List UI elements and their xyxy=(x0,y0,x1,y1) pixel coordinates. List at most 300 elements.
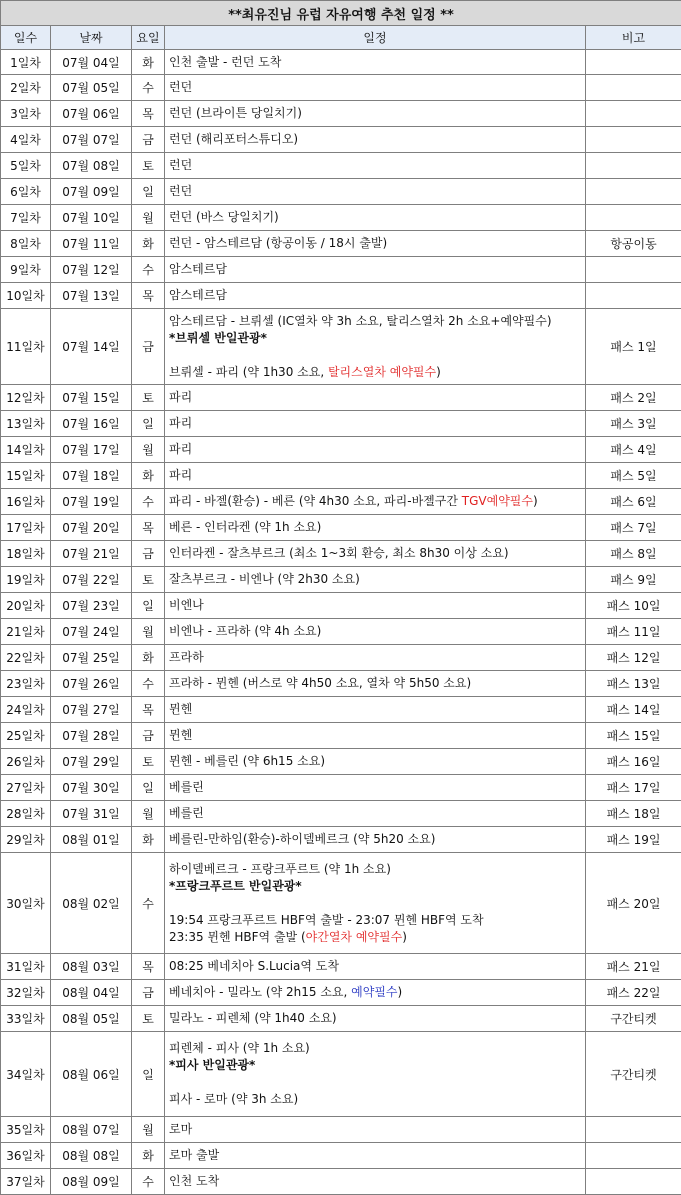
header-row xyxy=(1,26,681,50)
weekday-cell: 금 xyxy=(132,980,165,1006)
date-cell: 07월 29일 xyxy=(51,749,132,775)
schedule-line xyxy=(169,779,581,796)
date-cell: 07월 12일 xyxy=(51,257,132,283)
weekday-cell: 화 xyxy=(132,463,165,489)
schedule-text: 비엔나 xyxy=(169,598,204,612)
day-cell: 2일차 xyxy=(1,75,51,101)
day-cell: 37일차 xyxy=(1,1169,51,1195)
day-cell: 6일차 xyxy=(1,179,51,205)
schedule-line xyxy=(169,571,581,588)
day-cell: 28일차 xyxy=(1,801,51,827)
weekday-cell: 목 xyxy=(132,515,165,541)
date-cell: 07월 20일 xyxy=(51,515,132,541)
schedule-line xyxy=(169,287,581,304)
schedule-text: 밀라노 - 피렌체 (약 1h40 소요) xyxy=(169,1011,337,1025)
date-cell: 08월 05일 xyxy=(51,1006,132,1032)
schedule-line xyxy=(169,183,581,200)
schedule-line xyxy=(169,753,581,770)
schedule-text: 인터라켄 - 잘츠부르크 (최소 1~3회 환승, 최소 8h30 이상 소요) xyxy=(169,546,509,560)
note-cell xyxy=(586,205,681,231)
schedule-text: 런던 xyxy=(169,184,192,198)
note-cell xyxy=(586,101,681,127)
schedule-cell xyxy=(165,954,586,980)
date-cell: 07월 13일 xyxy=(51,283,132,309)
schedule-text: 로마 출발 xyxy=(169,1148,219,1162)
reservation-note: 탈리스열차 예약필수 xyxy=(328,365,436,379)
day-cell: 26일차 xyxy=(1,749,51,775)
note-cell xyxy=(586,1143,681,1169)
weekday-cell: 화 xyxy=(132,1143,165,1169)
schedule-line xyxy=(169,1074,581,1091)
schedule-line xyxy=(169,1010,581,1027)
schedule-text: ) xyxy=(436,365,441,379)
weekday-cell: 금 xyxy=(132,127,165,153)
schedule-text: 파리 xyxy=(169,416,192,430)
schedule-cell xyxy=(165,619,586,645)
schedule-cell xyxy=(165,489,586,515)
date-cell: 07월 24일 xyxy=(51,619,132,645)
itinerary-rows xyxy=(1,50,681,1195)
weekday-cell: 토 xyxy=(132,385,165,411)
day-cell: 5일차 xyxy=(1,153,51,179)
schedule-text: 런던 (브라이튼 당일치기) xyxy=(169,106,302,120)
date-cell: 07월 21일 xyxy=(51,541,132,567)
table-row xyxy=(1,645,681,671)
note-cell: 패스 21일 xyxy=(586,954,681,980)
weekday-cell: 화 xyxy=(132,50,165,75)
schedule-text: ) xyxy=(398,985,403,999)
weekday-cell: 일 xyxy=(132,1032,165,1117)
schedule-text: 암스테르담 xyxy=(169,262,227,276)
weekday-cell: 월 xyxy=(132,437,165,463)
table-row xyxy=(1,283,681,309)
day-cell: 20일차 xyxy=(1,593,51,619)
day-cell: 7일차 xyxy=(1,205,51,231)
day-cell: 8일차 xyxy=(1,231,51,257)
note-cell: 패스 17일 xyxy=(586,775,681,801)
reservation-note: 야간열차 예약필수 xyxy=(306,930,403,944)
weekday-cell: 금 xyxy=(132,541,165,567)
day-cell: 13일차 xyxy=(1,411,51,437)
day-cell: 32일차 xyxy=(1,980,51,1006)
note-cell: 패스 1일 xyxy=(586,309,681,385)
date-cell: 07월 14일 xyxy=(51,309,132,385)
schedule-text: 암스테르담 - 브뤼셀 (IC열차 약 3h 소요, 탈리스열차 2h 소요+예약필수) xyxy=(169,314,552,328)
table-row xyxy=(1,411,681,437)
table-row xyxy=(1,723,681,749)
schedule-text: 베른 - 인터라켄 (약 1h 소요) xyxy=(169,520,321,534)
day-cell: 11일차 xyxy=(1,309,51,385)
schedule-cell xyxy=(165,541,586,567)
schedule-line xyxy=(169,701,581,718)
weekday-cell: 수 xyxy=(132,671,165,697)
note-cell: 패스 18일 xyxy=(586,801,681,827)
schedule-line xyxy=(169,467,581,484)
note-cell: 구간티켓 xyxy=(586,1032,681,1117)
note-cell xyxy=(586,127,681,153)
schedule-cell xyxy=(165,723,586,749)
weekday-cell: 목 xyxy=(132,283,165,309)
schedule-line xyxy=(169,675,581,692)
note-cell xyxy=(586,283,681,309)
table-row xyxy=(1,127,681,153)
weekday-cell: 금 xyxy=(132,723,165,749)
note-cell: 패스 2일 xyxy=(586,385,681,411)
date-cell: 07월 25일 xyxy=(51,645,132,671)
day-cell: 23일차 xyxy=(1,671,51,697)
note-cell: 패스 7일 xyxy=(586,515,681,541)
table-row xyxy=(1,593,681,619)
date-cell: 07월 23일 xyxy=(51,593,132,619)
schedule-text: 뮌헨 xyxy=(169,702,192,716)
weekday-cell: 수 xyxy=(132,1169,165,1195)
day-cell: 9일차 xyxy=(1,257,51,283)
schedule-line xyxy=(169,79,581,96)
schedule-text: 23:35 뮌헨 HBF역 출발 ( xyxy=(169,930,306,944)
note-cell: 패스 8일 xyxy=(586,541,681,567)
schedule-text: 뮌헨 - 베를린 (약 6h15 소요) xyxy=(169,754,325,768)
schedule-line xyxy=(169,597,581,614)
table-row xyxy=(1,463,681,489)
schedule-text: 파리 xyxy=(169,442,192,456)
schedule-text: 베네치아 - 밀라노 (약 2h15 소요, xyxy=(169,985,351,999)
schedule-cell xyxy=(165,567,586,593)
table-row xyxy=(1,541,681,567)
schedule-line xyxy=(169,415,581,432)
schedule-line xyxy=(169,929,581,946)
note-cell: 패스 11일 xyxy=(586,619,681,645)
date-cell: 08월 08일 xyxy=(51,1143,132,1169)
weekday-cell: 일 xyxy=(132,179,165,205)
schedule-cell xyxy=(165,827,586,853)
table-row xyxy=(1,827,681,853)
note-cell xyxy=(586,153,681,179)
schedule-line xyxy=(169,1057,581,1074)
schedule-line xyxy=(169,805,581,822)
weekday-cell: 목 xyxy=(132,101,165,127)
schedule-cell xyxy=(165,437,586,463)
schedule-text: ) xyxy=(533,494,538,508)
schedule-text: 베를린 xyxy=(169,806,204,820)
day-cell: 31일차 xyxy=(1,954,51,980)
schedule-text: 인천 도착 xyxy=(169,1174,219,1188)
weekday-cell: 토 xyxy=(132,1006,165,1032)
day-cell: 35일차 xyxy=(1,1117,51,1143)
table-row xyxy=(1,101,681,127)
date-cell: 07월 19일 xyxy=(51,489,132,515)
table-row xyxy=(1,801,681,827)
weekday-cell: 목 xyxy=(132,697,165,723)
schedule-line xyxy=(169,441,581,458)
day-cell: 25일차 xyxy=(1,723,51,749)
schedule-cell xyxy=(165,801,586,827)
note-cell xyxy=(586,179,681,205)
date-cell: 07월 09일 xyxy=(51,179,132,205)
weekday-cell: 월 xyxy=(132,619,165,645)
note-cell xyxy=(586,257,681,283)
schedule-line xyxy=(169,984,581,1001)
day-cell: 30일차 xyxy=(1,853,51,954)
date-cell: 07월 04일 xyxy=(51,50,132,75)
date-cell: 07월 07일 xyxy=(51,127,132,153)
table-row xyxy=(1,1006,681,1032)
schedule-line xyxy=(169,157,581,174)
date-cell: 07월 28일 xyxy=(51,723,132,749)
schedule-text: 프라하 - 뮌헨 (버스로 약 4h50 소요, 열차 약 5h50 소요) xyxy=(169,676,471,690)
schedule-text: ) xyxy=(402,930,407,944)
schedule-text: 런던 (해리포터스튜디오) xyxy=(169,132,298,146)
note-cell: 패스 9일 xyxy=(586,567,681,593)
weekday-cell: 토 xyxy=(132,567,165,593)
note-cell xyxy=(586,50,681,75)
date-cell: 07월 17일 xyxy=(51,437,132,463)
table-row xyxy=(1,231,681,257)
header-note: 비고 xyxy=(586,26,681,50)
schedule-cell xyxy=(165,153,586,179)
weekday-cell: 월 xyxy=(132,1117,165,1143)
schedule-text: 잘츠부르크 - 비엔나 (약 2h30 소요) xyxy=(169,572,360,586)
header-date: 날짜 xyxy=(51,26,132,50)
schedule-text: 08:25 베네치아 S.Lucia역 도착 xyxy=(169,959,339,973)
schedule-text: 파리 xyxy=(169,468,192,482)
date-cell: 07월 11일 xyxy=(51,231,132,257)
schedule-cell xyxy=(165,50,586,75)
schedule-cell xyxy=(165,775,586,801)
weekday-cell: 수 xyxy=(132,489,165,515)
note-cell: 패스 22일 xyxy=(586,980,681,1006)
note-cell: 패스 14일 xyxy=(586,697,681,723)
date-cell: 08월 09일 xyxy=(51,1169,132,1195)
date-cell: 07월 18일 xyxy=(51,463,132,489)
schedule-line xyxy=(169,1173,581,1190)
weekday-cell: 월 xyxy=(132,801,165,827)
schedule-line xyxy=(169,912,581,929)
weekday-cell: 화 xyxy=(132,827,165,853)
schedule-line xyxy=(169,493,581,510)
weekday-cell: 화 xyxy=(132,231,165,257)
highlight-text: *프랑크푸르트 반일관광* xyxy=(169,879,302,893)
schedule-cell xyxy=(165,179,586,205)
header-day: 일수 xyxy=(1,26,51,50)
schedule-line xyxy=(169,958,581,975)
date-cell: 07월 31일 xyxy=(51,801,132,827)
schedule-cell xyxy=(165,463,586,489)
table-row xyxy=(1,309,681,385)
day-cell: 14일차 xyxy=(1,437,51,463)
schedule-cell xyxy=(165,697,586,723)
schedule-text: 비엔나 - 프라하 (약 4h 소요) xyxy=(169,624,321,638)
schedule-line xyxy=(169,1121,581,1138)
date-cell: 07월 08일 xyxy=(51,153,132,179)
note-cell xyxy=(586,75,681,101)
schedule-line xyxy=(169,895,581,912)
schedule-text: 베를린-만하임(환승)-하이델베르크 (약 5h20 소요) xyxy=(169,832,435,846)
schedule-cell xyxy=(165,257,586,283)
date-cell: 07월 30일 xyxy=(51,775,132,801)
day-cell: 27일차 xyxy=(1,775,51,801)
note-cell: 패스 20일 xyxy=(586,853,681,954)
note-cell: 항공이동 xyxy=(586,231,681,257)
table-row xyxy=(1,1032,681,1117)
table-row xyxy=(1,697,681,723)
day-cell: 19일차 xyxy=(1,567,51,593)
day-cell: 15일차 xyxy=(1,463,51,489)
weekday-cell: 월 xyxy=(132,205,165,231)
table-row xyxy=(1,749,681,775)
schedule-line xyxy=(169,727,581,744)
table-row xyxy=(1,1169,681,1195)
schedule-cell xyxy=(165,515,586,541)
reservation-note: 예약필수 xyxy=(351,985,397,999)
schedule-cell xyxy=(165,1006,586,1032)
date-cell: 07월 05일 xyxy=(51,75,132,101)
note-cell xyxy=(586,1117,681,1143)
schedule-cell xyxy=(165,645,586,671)
schedule-text: 19:54 프랑크푸르트 HBF역 출발 - 23:07 뮌헨 HBF역 도착 xyxy=(169,913,484,927)
note-cell: 패스 3일 xyxy=(586,411,681,437)
weekday-cell: 일 xyxy=(132,593,165,619)
note-cell: 패스 13일 xyxy=(586,671,681,697)
schedule-line xyxy=(169,313,581,330)
date-cell: 07월 06일 xyxy=(51,101,132,127)
date-cell: 08월 03일 xyxy=(51,954,132,980)
note-cell xyxy=(586,1169,681,1195)
date-cell: 07월 22일 xyxy=(51,567,132,593)
schedule-line xyxy=(169,623,581,640)
note-cell: 구간티켓 xyxy=(586,1006,681,1032)
schedule-cell xyxy=(165,1143,586,1169)
schedule-text: 뮌헨 xyxy=(169,728,192,742)
date-cell: 08월 06일 xyxy=(51,1032,132,1117)
schedule-cell xyxy=(165,980,586,1006)
schedule-text: 인천 출발 - 런던 도착 xyxy=(169,55,281,69)
schedule-line xyxy=(169,1147,581,1164)
schedule-line xyxy=(169,364,581,381)
table-row xyxy=(1,1117,681,1143)
table-row xyxy=(1,437,681,463)
schedule-line xyxy=(169,861,581,878)
highlight-text: *피사 반일관광* xyxy=(169,1058,255,1072)
table-row xyxy=(1,257,681,283)
schedule-cell xyxy=(165,1032,586,1117)
table-row xyxy=(1,50,681,75)
day-cell: 12일차 xyxy=(1,385,51,411)
day-cell: 33일차 xyxy=(1,1006,51,1032)
schedule-cell xyxy=(165,309,586,385)
highlight-text: *브뤼셀 반일관광* xyxy=(169,331,267,345)
note-cell: 패스 10일 xyxy=(586,593,681,619)
schedule-cell xyxy=(165,127,586,153)
day-cell: 18일차 xyxy=(1,541,51,567)
date-cell: 08월 01일 xyxy=(51,827,132,853)
day-cell: 1일차 xyxy=(1,50,51,75)
header-weekday: 요일 xyxy=(132,26,165,50)
weekday-cell: 수 xyxy=(132,75,165,101)
schedule-line xyxy=(169,105,581,122)
note-cell: 패스 5일 xyxy=(586,463,681,489)
day-cell: 4일차 xyxy=(1,127,51,153)
date-cell: 07월 27일 xyxy=(51,697,132,723)
date-cell: 08월 02일 xyxy=(51,853,132,954)
table-row xyxy=(1,515,681,541)
table-row xyxy=(1,954,681,980)
schedule-line xyxy=(169,545,581,562)
schedule-cell xyxy=(165,853,586,954)
table-row xyxy=(1,671,681,697)
date-cell: 07월 26일 xyxy=(51,671,132,697)
schedule-line xyxy=(169,347,581,364)
schedule-line xyxy=(169,330,581,347)
schedule-line xyxy=(169,261,581,278)
weekday-cell: 일 xyxy=(132,411,165,437)
table-row xyxy=(1,775,681,801)
day-cell: 17일차 xyxy=(1,515,51,541)
table-row xyxy=(1,179,681,205)
table-row xyxy=(1,567,681,593)
schedule-line xyxy=(169,54,581,71)
schedule-text: 런던 xyxy=(169,80,192,94)
day-cell: 36일차 xyxy=(1,1143,51,1169)
day-cell: 10일차 xyxy=(1,283,51,309)
note-cell: 패스 15일 xyxy=(586,723,681,749)
schedule-text: 로마 xyxy=(169,1122,192,1136)
day-cell: 16일차 xyxy=(1,489,51,515)
schedule-text: 런던 - 암스테르담 (항공이동 / 18시 출발) xyxy=(169,236,387,250)
day-cell: 22일차 xyxy=(1,645,51,671)
schedule-cell xyxy=(165,385,586,411)
schedule-line xyxy=(169,209,581,226)
schedule-cell xyxy=(165,749,586,775)
date-cell: 08월 04일 xyxy=(51,980,132,1006)
table-row xyxy=(1,853,681,954)
schedule-line xyxy=(169,389,581,406)
schedule-line xyxy=(169,831,581,848)
schedule-text: 피렌체 - 피사 (약 1h 소요) xyxy=(169,1041,310,1055)
schedule-cell xyxy=(165,205,586,231)
weekday-cell: 수 xyxy=(132,853,165,954)
schedule-line xyxy=(169,1091,581,1108)
schedule-cell xyxy=(165,101,586,127)
date-cell: 07월 10일 xyxy=(51,205,132,231)
schedule-text: 파리 - 바젤(환승) - 베른 (약 4h30 소요, 파리-바젤구간 xyxy=(169,494,462,508)
table-row xyxy=(1,1143,681,1169)
note-cell: 패스 12일 xyxy=(586,645,681,671)
schedule-line xyxy=(169,519,581,536)
table-row xyxy=(1,489,681,515)
schedule-line xyxy=(169,1040,581,1057)
table-row xyxy=(1,980,681,1006)
note-cell: 패스 6일 xyxy=(586,489,681,515)
schedule-cell xyxy=(165,671,586,697)
weekday-cell: 화 xyxy=(132,645,165,671)
schedule-line xyxy=(169,235,581,252)
weekday-cell: 수 xyxy=(132,257,165,283)
day-cell: 34일차 xyxy=(1,1032,51,1117)
schedule-text: 프라하 xyxy=(169,650,204,664)
table-row xyxy=(1,75,681,101)
table-row xyxy=(1,153,681,179)
schedule-text: 브뤼셀 - 파리 (약 1h30 소요, xyxy=(169,365,328,379)
sheet-title: **최유진님 유럽 자유여행 추천 일정 ** xyxy=(1,1,681,26)
schedule-cell xyxy=(165,283,586,309)
schedule-cell xyxy=(165,411,586,437)
schedule-text: 파리 xyxy=(169,390,192,404)
table-row xyxy=(1,385,681,411)
note-cell: 패스 4일 xyxy=(586,437,681,463)
date-cell: 08월 07일 xyxy=(51,1117,132,1143)
day-cell: 29일차 xyxy=(1,827,51,853)
header-schedule: 일정 xyxy=(165,26,586,50)
